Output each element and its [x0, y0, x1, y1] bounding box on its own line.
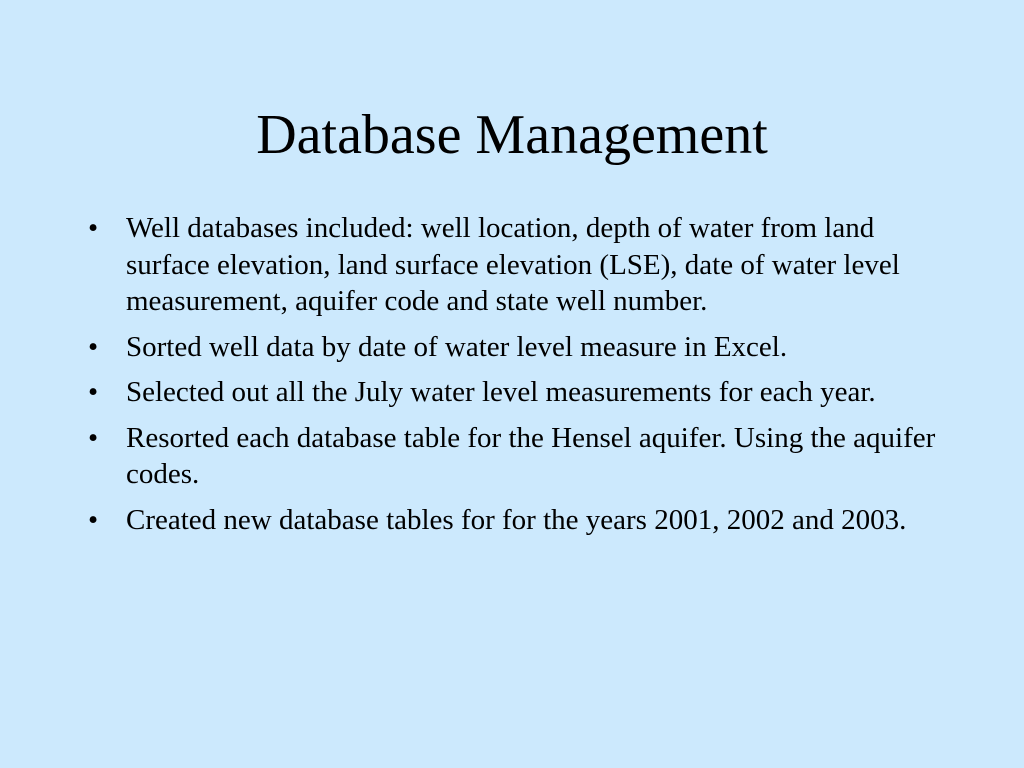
slide-title: Database Management — [256, 104, 768, 166]
bullet-icon: • — [88, 503, 99, 536]
bullet-list — [82, 210, 942, 547]
bullet-icon: • — [88, 376, 99, 408]
bullet-icon: • — [88, 330, 99, 363]
bullet-icon: • — [88, 212, 99, 244]
bullet-text: Resorted each database table for the Hensel aquifer. Using the aquifer codes. — [126, 421, 936, 490]
bullet-text: Well databases included: well location, depth of water from land surface elevation, land surface elevation (LSE), date of water level measurement, aquifer code and state well number. — [126, 212, 900, 317]
bullet-item — [82, 502, 942, 539]
bullet-text: Selected out all the July water level measurements for each year. — [126, 376, 876, 408]
bullet-icon: • — [88, 421, 99, 454]
bullet-item — [82, 210, 942, 320]
bullet-item — [82, 420, 942, 493]
bullet-item — [82, 374, 942, 411]
bullet-text: Sorted well data by date of water level measure in Excel. — [126, 330, 788, 363]
bullet-text: Created new database tables for for the years 2001, 2002 and 2003. — [126, 503, 907, 536]
bullet-item — [82, 329, 942, 366]
